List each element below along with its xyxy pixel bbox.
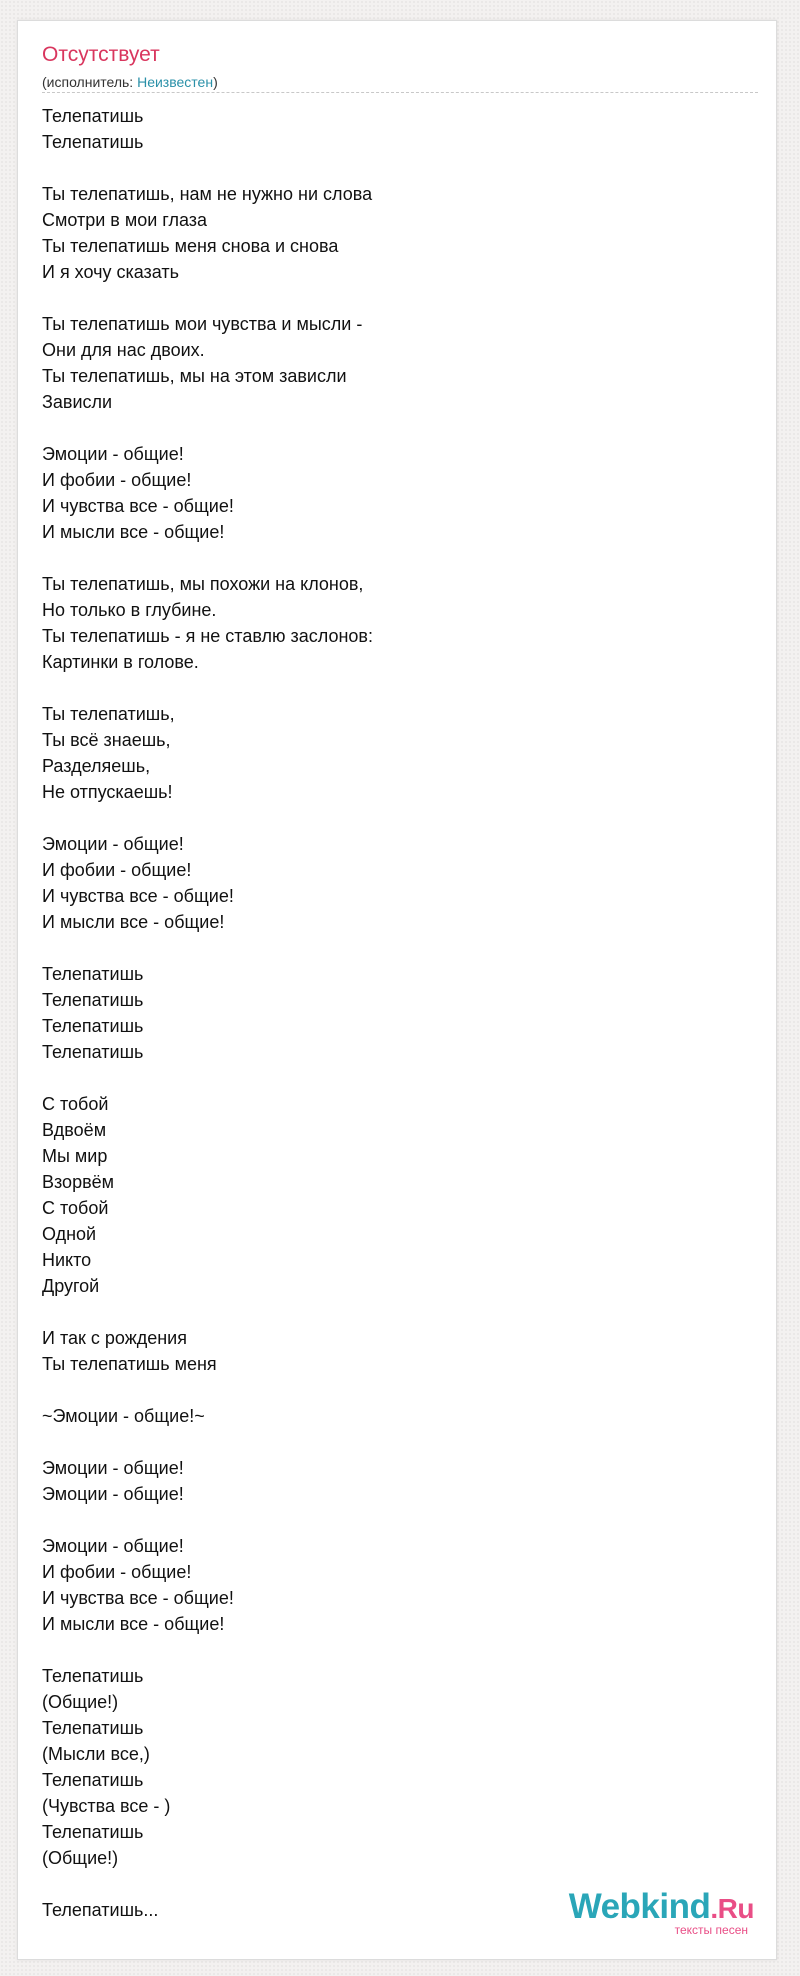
lyrics-blank-line [42, 675, 742, 701]
lyrics-line: И чувства все - общие! [42, 886, 234, 906]
lyrics-line: Ты телепатишь меня снова и снова [42, 236, 339, 256]
lyrics-line: Зависли [42, 392, 113, 412]
lyrics-line: И я хочу сказать [42, 262, 180, 282]
lyrics-line: Ты всё знаешь, [42, 730, 171, 750]
logo-tagline: тексты песен [674, 1923, 748, 1937]
lyrics-line: Ты телепатишь, мы похожи на клонов, [42, 574, 364, 594]
lyrics-line: Картинки в голове. [42, 652, 199, 672]
lyrics-line: Эмоции - общие! [42, 834, 184, 854]
lyrics-line: (Общие!) [42, 1692, 119, 1712]
lyrics-line: Взорвём [42, 1172, 115, 1192]
lyrics-line: Телепатишь [42, 1770, 144, 1790]
lyrics-line: Эмоции - общие! [42, 1458, 184, 1478]
lyrics-line: (Чувства все - ) [42, 1796, 171, 1816]
lyrics-line: Телепатишь [42, 964, 144, 984]
lyrics-line: И чувства все - общие! [42, 1588, 234, 1608]
lyrics-line: Телепатишь... [42, 1900, 159, 1920]
lyrics-blank-line [42, 415, 742, 441]
lyrics-line: И мысли все - общие! [42, 912, 225, 932]
lyrics-line: Телепатишь [42, 1042, 144, 1062]
performer-prefix: (исполнитель: [42, 74, 138, 90]
lyrics-blank-line [42, 1377, 742, 1403]
lyrics-line: (Мысли все,) [42, 1744, 150, 1764]
lyrics-line: Но только в глубине. [42, 600, 217, 620]
lyrics-line: Телепатишь [42, 1666, 144, 1686]
lyrics-line: Одной [42, 1224, 97, 1244]
lyrics-line: Ты телепатишь мои чувства и мысли - [42, 314, 363, 334]
title-divider [42, 92, 758, 93]
lyrics-line: Другой [42, 1276, 100, 1296]
site-logo[interactable] [569, 1889, 754, 1937]
lyrics-blank-line [42, 1065, 742, 1091]
lyrics-line: Ты телепатишь - я не ставлю заслонов: [42, 626, 373, 646]
performer-suffix: ) [213, 74, 218, 90]
lyrics-blank-line [42, 805, 742, 831]
lyrics-blank-line [42, 285, 742, 311]
lyrics-line: Телепатишь [42, 1718, 144, 1738]
lyrics-line: С тобой [42, 1198, 109, 1218]
lyrics-line: И чувства все - общие! [42, 496, 234, 516]
lyrics-line: Ты телепатишь, [42, 704, 175, 724]
lyrics-line: ~Эмоции - общие!~ [42, 1406, 205, 1426]
logo-suffix: .Ru [710, 1893, 754, 1924]
lyrics-line: Телепатишь [42, 106, 144, 126]
lyrics-line: И фобии - общие! [42, 470, 192, 490]
lyrics-line: И мысли все - общие! [42, 1614, 225, 1634]
lyrics-line: Эмоции - общие! [42, 1536, 184, 1556]
lyrics-line: (Общие!) [42, 1848, 119, 1868]
lyrics-line: Вдвоём [42, 1120, 107, 1140]
lyrics-line: Они для нас двоих. [42, 340, 205, 360]
lyrics-line: Эмоции - общие! [42, 444, 184, 464]
lyrics-line: Телепатишь [42, 132, 144, 152]
lyrics-blank-line [42, 1637, 742, 1663]
performer-line [42, 74, 218, 90]
lyrics-line: Телепатишь [42, 1016, 144, 1036]
lyrics-line: Эмоции - общие! [42, 1484, 184, 1504]
lyrics-blank-line [42, 1299, 742, 1325]
lyrics-line: Смотри в мои глаза [42, 210, 208, 230]
lyrics-line: Ты телепатишь меня [42, 1354, 217, 1374]
lyrics-card [17, 20, 777, 1960]
lyrics-text [42, 103, 742, 1923]
lyrics-line: Ты телепатишь, мы на этом зависли [42, 366, 347, 386]
lyrics-blank-line [42, 545, 742, 571]
lyrics-line: И фобии - общие! [42, 1562, 192, 1582]
performer-link[interactable]: Неизвестен [137, 74, 214, 90]
logo-main-text: Webkind [568, 1887, 711, 1926]
song-title: Отсутствует [42, 43, 160, 66]
lyrics-line: Разделяешь, [42, 756, 151, 776]
lyrics-line: И мысли все - общие! [42, 522, 225, 542]
lyrics-line: И фобии - общие! [42, 860, 192, 880]
logo-wordmark [569, 1889, 754, 1927]
lyrics-line: Никто [42, 1250, 92, 1270]
lyrics-line: Ты телепатишь, нам не нужно ни слова [42, 184, 373, 204]
lyrics-blank-line [42, 155, 742, 181]
lyrics-blank-line [42, 1507, 742, 1533]
lyrics-line: Телепатишь [42, 990, 144, 1010]
lyrics-blank-line [42, 1429, 742, 1455]
lyrics-line: Не отпускаешь! [42, 782, 173, 802]
lyrics-blank-line [42, 935, 742, 961]
lyrics-line: Телепатишь [42, 1822, 144, 1842]
lyrics-line: И так с рождения [42, 1328, 187, 1348]
lyrics-line: С тобой [42, 1094, 109, 1114]
lyrics-line: Мы мир [42, 1146, 108, 1166]
